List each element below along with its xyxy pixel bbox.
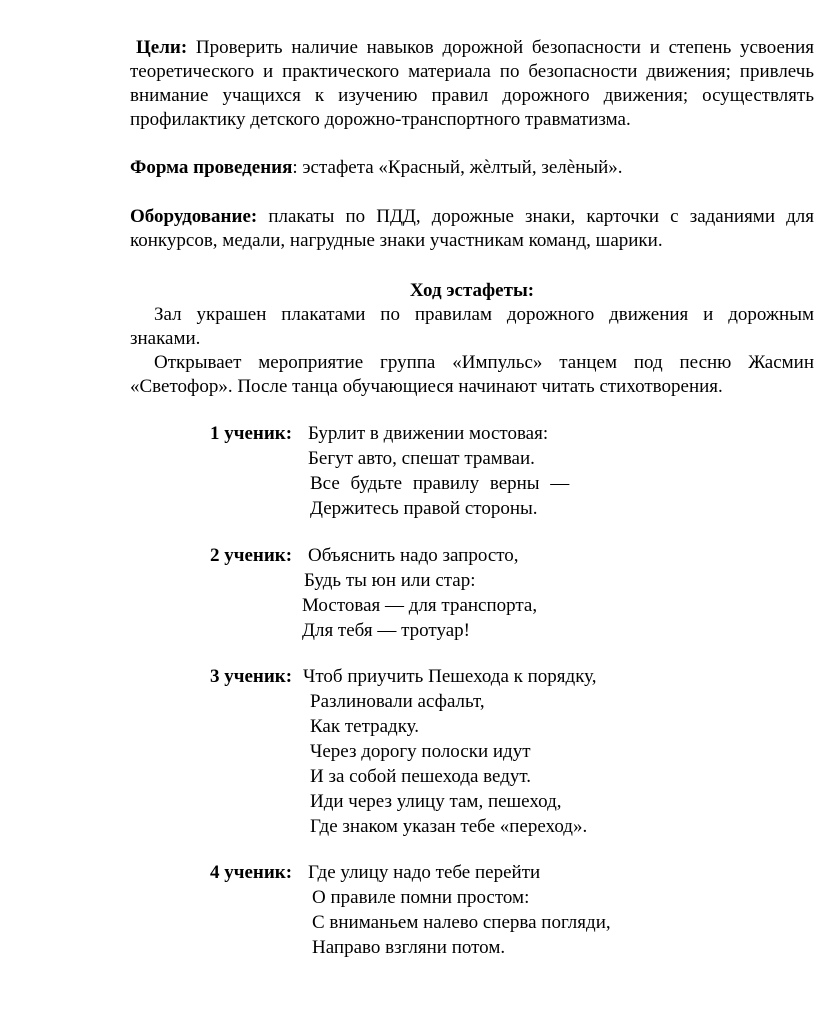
poem-3-line-6: Иди через улицу там, пешеход, bbox=[310, 791, 562, 812]
poem-3-line-5: И за собой пешехода ведут. bbox=[310, 766, 532, 787]
poem-1-label-text: 1 ученик: bbox=[210, 423, 293, 444]
goals-label: Цели: bbox=[136, 37, 188, 58]
equipment-label: Оборудование: bbox=[130, 206, 258, 227]
poem-2-label-text: 2 ученик: bbox=[210, 545, 293, 566]
goals-text: Проверить наличие навыков дорожной безопасности и степень усвоения теоретического и практического материала по безопасности движения; привлечь внимание учащихся к изучению правил дорожного движения; осуществлять профилактику детского дорожно-транспортного травматизма. bbox=[130, 37, 814, 130]
poem-3-label bbox=[210, 664, 292, 689]
poem-3-line-7: Где знаком указан тебе «переход». bbox=[310, 816, 588, 837]
equipment-text: плакаты по ПДД, дорожные знаки, карточки с заданиями для конкурсов, медали, нагрудные знаки участникам команд, шарики. bbox=[130, 206, 814, 251]
course-heading-text: Ход эстафеты: bbox=[409, 280, 535, 301]
poem-1-line-3: Все будьте правилу верны — bbox=[310, 473, 570, 494]
poem-3-label-text: 3 ученик: bbox=[210, 666, 293, 687]
form-label: Форма проведения bbox=[130, 157, 293, 178]
poem-4-label bbox=[210, 860, 292, 885]
course-para2-line1: Открывает мероприятие группа «Импульс» танцем под песню Жасмин bbox=[154, 352, 814, 373]
poem-1-label bbox=[210, 421, 292, 446]
poem-2-line-2: Будь ты юн или стар: bbox=[304, 570, 476, 591]
poem-2-label bbox=[210, 543, 292, 568]
course-heading bbox=[130, 279, 814, 303]
course-para2-line2: «Светофор». После танца обучающиеся начинают читать стихотворения. bbox=[130, 376, 723, 397]
poem-3-line-4: Через дорогу полоски идут bbox=[310, 741, 531, 762]
poem-4-line-1: Где улицу надо тебе перейти bbox=[308, 862, 541, 883]
poem-3-line-3: Как тетрадку. bbox=[310, 716, 420, 737]
poem-2-line-3: Мостовая — для транспорта, bbox=[302, 595, 538, 616]
form-text: : эстафета «Красный, жѐлтый, зелѐный». bbox=[292, 157, 623, 178]
course-para1-line2: знаками. bbox=[130, 328, 201, 349]
goals-paragraph bbox=[130, 36, 814, 132]
form-line bbox=[130, 156, 623, 180]
poem-2-line-4: Для тебя — тротуар! bbox=[302, 620, 470, 641]
poem-4-line-3: С вниманьем налево сперва погляди, bbox=[312, 912, 611, 933]
poem-2-line-1: Объяснить надо запросто, bbox=[308, 545, 519, 566]
poem-4-line-4: Направо взгляни потом. bbox=[312, 937, 506, 958]
poem-4-label-text: 4 ученик: bbox=[210, 862, 293, 883]
poem-4-line-2: О правиле помни простом: bbox=[312, 887, 530, 908]
equipment-paragraph bbox=[130, 205, 814, 253]
poem-3-line-1: Чтоб приучить Пешехода к порядку, bbox=[303, 666, 597, 687]
poem-3-line-2: Разлиновали асфальт, bbox=[310, 691, 485, 712]
course-para1-line1: Зал украшен плакатами по правилам дорожного движения и дорожным bbox=[154, 304, 814, 325]
poem-1-line-2: Бегут авто, спешат трамваи. bbox=[308, 448, 535, 469]
poem-1-line-1: Бурлит в движении мостовая: bbox=[308, 423, 549, 444]
poem-1-line-4: Держитесь правой стороны. bbox=[310, 498, 538, 519]
